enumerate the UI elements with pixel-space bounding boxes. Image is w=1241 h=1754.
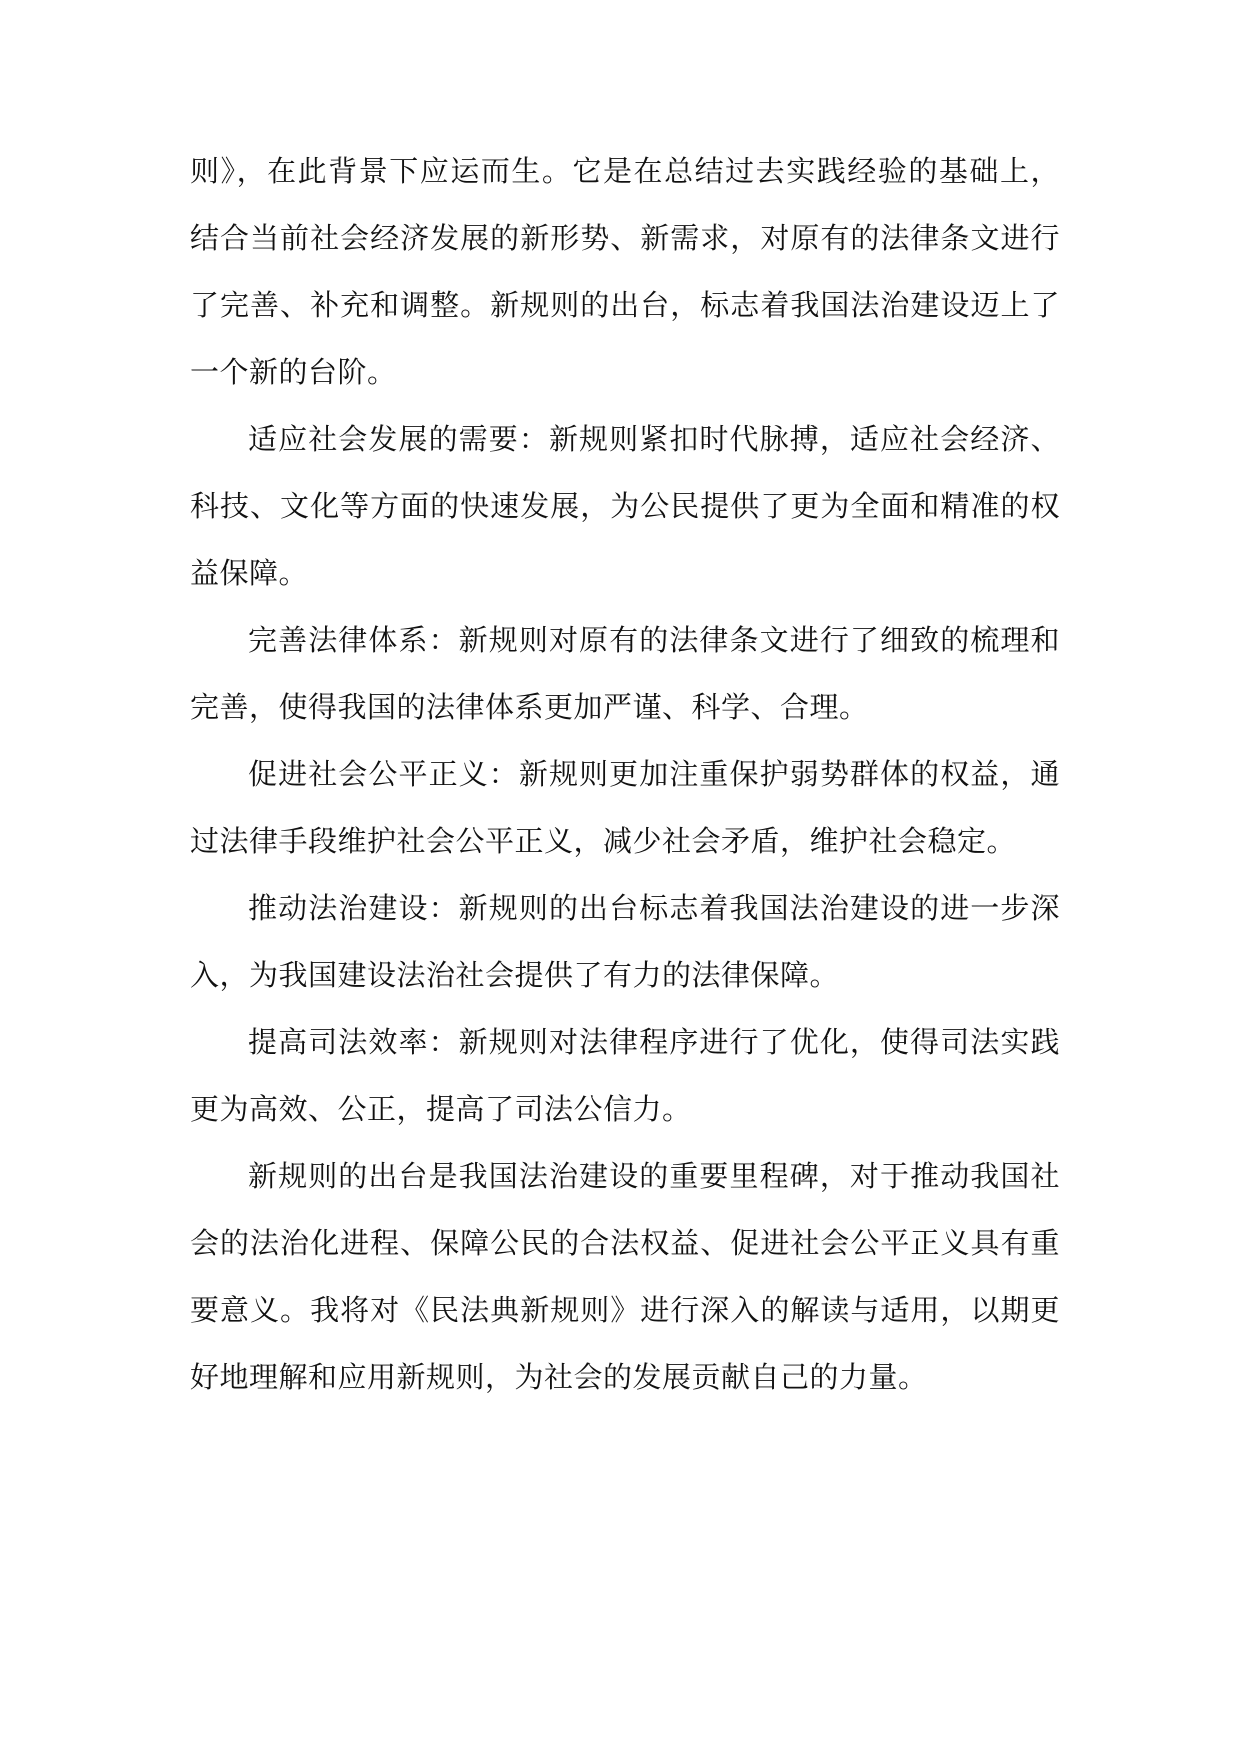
paragraph-rule-of-law: 推动法治建设：新规则的出台标志着我国法治建设的进一步深入，为我国建设法治社会提供了有力的法律保障。 (190, 891, 1060, 992)
paragraph-conclusion: 新规则的出台是我国法治建设的重要里程碑，对于推动我国社会的法治化进程、保障公民的合法权益、促进社会公平正义具有重要意义。我将对《民法典新规则》进行深入的解读与适用，以期更好地理解和应用新规则，为社会的发展贡献自己的力量。 (190, 1159, 1060, 1394)
paragraph-fairness-justice: 促进社会公平正义：新规则更加注重保护弱势群体的权益，通过法律手段维护社会公平正义，减少社会矛盾，维护社会稳定。 (190, 757, 1060, 858)
document-body (190, 138, 1060, 1411)
paragraph-continuation: 则》，在此背景下应运而生。它是在总结过去实践经验的基础上，结合当前社会经济发展的新形势、新需求，对原有的法律条文进行了完善、补充和调整。新规则的出台，标志着我国法治建设迈上了一个新的台阶。 (190, 154, 1060, 389)
paragraph-legal-system: 完善法律体系：新规则对原有的法律条文进行了细致的梳理和完善，使得我国的法律体系更加严谨、科学、合理。 (190, 623, 1060, 724)
paragraph-judicial-efficiency: 提高司法效率：新规则对法律程序进行了优化，使得司法实践更为高效、公正，提高了司法公信力。 (190, 1025, 1060, 1126)
paragraph-social-development: 适应社会发展的需要：新规则紧扣时代脉搏，适应社会经济、科技、文化等方面的快速发展，为公民提供了更为全面和精准的权益保障。 (190, 422, 1060, 590)
